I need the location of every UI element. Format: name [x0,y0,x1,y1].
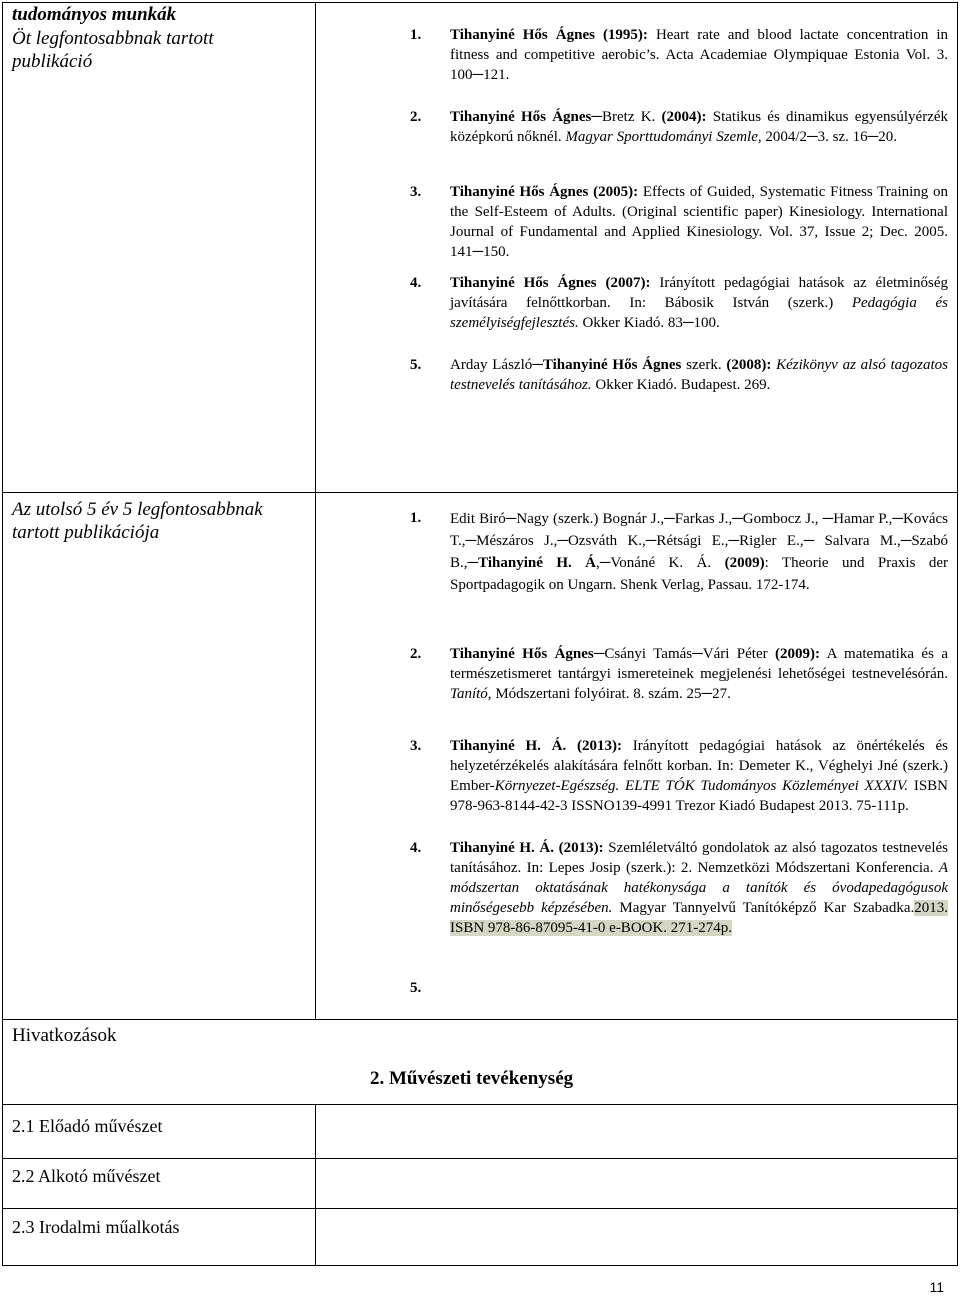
item-author: Tihanyiné Hős Ágnes (1995): [450,27,648,43]
item-year: (2009) [724,555,765,571]
item-year: (2008): [726,357,772,373]
item-number: 2. [410,646,422,662]
item-number: 3. [410,738,422,754]
item-author: Tihanyiné Hős Ágnes [450,646,594,662]
list-item [410,182,948,262]
table-row-divider [2,1158,958,1159]
table-row-divider [2,1208,958,1209]
list-item [410,508,948,596]
item-author: Tihanyiné H. Á. (2013): [450,840,604,856]
row-label-scientific-works: tudományos munkák [12,4,177,25]
item-text: Okker Kiadó. 83─100. [578,315,720,331]
item-text: : Theorie und Praxis der Sportpadagogik on Ungarn. Shenk Verlag, Passau. 172-174. [450,555,948,593]
item-journal: Magyar Sporttudományi Szemle, [565,129,762,145]
page-number: 11 [929,1279,944,1295]
table-row-divider [2,492,958,493]
item-year: (2004): [661,109,707,125]
item-text: ─Csányi Tamás─Vári Péter [593,646,776,662]
item-text: Heart rate and blood lactate concentration in fitness and competitive aerobic’s. Acta Academiae Olympiquae Estonia Vol. 3. 100─121. [450,27,949,83]
item-book: A módszertan oktatásának hatékonysága a tanítók és óvodapedagógusok minőségesebb képzésében. [450,860,948,916]
item-book: Kézikönyv az alsó tagozatos testnevelés tanításához. [450,357,948,393]
item-text: Irányított pedagógiai hatások az önértékelés és helyzetérzékelés alakítására felnőtt korban. In: Demeter K., Véghelyi Jné (szerk.) Ember- [450,738,948,794]
item-author: Tihanyiné H. Á [478,555,597,571]
row-label-creative-art: 2.2 Alkotó művészet [12,1166,161,1186]
list-item [410,273,948,333]
item-text: szerk. [681,357,727,373]
item-author: Tihanyiné H. Á. (2013): [450,738,622,754]
list-item [410,25,948,85]
table-border-bottom [2,1265,958,1266]
item-text: Magyar Tannyelvű Tanítóképző Kar Szabadka. [612,900,915,916]
item-number: 5. [410,357,422,373]
table-row-divider [2,1104,958,1105]
item-author: Tihanyiné Hős Ágnes (2007): [450,275,651,291]
row-label-performing-art: 2.1 Előadó művészet [12,1116,163,1136]
item-journal: Tanító, [450,686,492,702]
table-row-divider [2,1019,958,1020]
item-text: Edit Biró─Nagy (szerk.) Bognár J.,─Farkas J.,─Gombocz J., ─Hamar P.,─Kovács T.,─Mészáros J.,─Ozsváth K.,─Rétsági E.,─Rigler E.,─ Salvara M.,─Szabó B.,─ [450,511,948,571]
row-label-citations: Hivatkozások [12,1025,117,1046]
item-author: Tihanyiné Hős Ágnes (2005): [450,184,639,200]
item-text: Irányított pedagógiai hatások az életminőség javítására felnőttkorban. In: Bábosik István (szerk.) [450,275,948,311]
item-text: 2004/2─3. sz. 16─20. [761,129,898,145]
table-border-right [957,2,958,1266]
highlighted-text: 2013. ISBN 978-86-87095-41-0 e-BOOK. 271-274p. [450,900,948,936]
item-number: 4. [410,275,422,291]
item-text: ,─Vonáné K. Á. [596,555,725,571]
item-number: 1. [410,510,422,526]
item-author: Tihanyiné Hős Ágnes [450,109,592,125]
item-book: Pedagógia és személyiségfejlesztés. [450,295,949,331]
item-text: ISBN 978-963-8144-42-3 ISSNO139-4991 Trezor Kiadó Budapest 2013. 75-111p. [450,778,948,814]
table-column-divider [315,2,316,1019]
item-number: 2. [410,109,422,125]
list-item [410,838,948,938]
item-text: A matematika és a természetismeret tantárgyi ismereteinek megjelenési lehetőségei testnevelésórán. [450,646,948,682]
item-number: 5. [410,980,422,996]
list-item [410,644,948,704]
item-text: Statikus és dinamikus egyensúlyérzék középkorú nőknél. [450,109,949,145]
table-border-left [2,2,3,1266]
item-author: Tihanyiné Hős Ágnes [542,357,682,373]
section-title-art-activity: 2. Művészeti tevékenység [370,1068,574,1089]
list-item [410,355,948,395]
list-item [410,107,948,147]
item-book: Környezet-Egészség. ELTE TÓK Tudományos Közleményei XXXIV. [494,778,909,794]
item-year: (2009): [775,646,821,662]
table-column-divider [315,1104,316,1266]
list-item [410,736,948,816]
item-text: Szemléletváltó gondolatok az alsó tagozatos testnevelés tanításához. In: Lepes Josip (szerk.): 2. Nemzetközi Módszertani Konferencia. [450,840,948,876]
item-number: 1. [410,27,422,43]
item-text: ─Bretz K. [591,109,662,125]
item-number: 4. [410,840,422,856]
item-text: Arday László─ [450,357,543,373]
row-label-last-five-years: Az utolsó 5 év 5 legfontosabbnak tartott publikációja [12,499,263,543]
row-label-literary-work: 2.3 Irodalmi műalkotás [12,1217,180,1237]
item-number: 3. [410,184,422,200]
item-text: Módszertani folyóirat. 8. szám. 25─27. [491,686,731,702]
item-text: Okker Kiadó. Budapest. 269. [591,377,771,393]
row-label-five-publications: Öt legfontosabbnak tartott publikáció [12,28,214,72]
item-text: Effects of Guided, Systematic Fitness Training on the Self-Esteem of Adults. (Original scientific paper) Kinesiology. International Journal of Fundamental and Applied Kinesiology. Vol. 37, Issue 2; Dec. 2005. 141─150. [450,184,949,260]
